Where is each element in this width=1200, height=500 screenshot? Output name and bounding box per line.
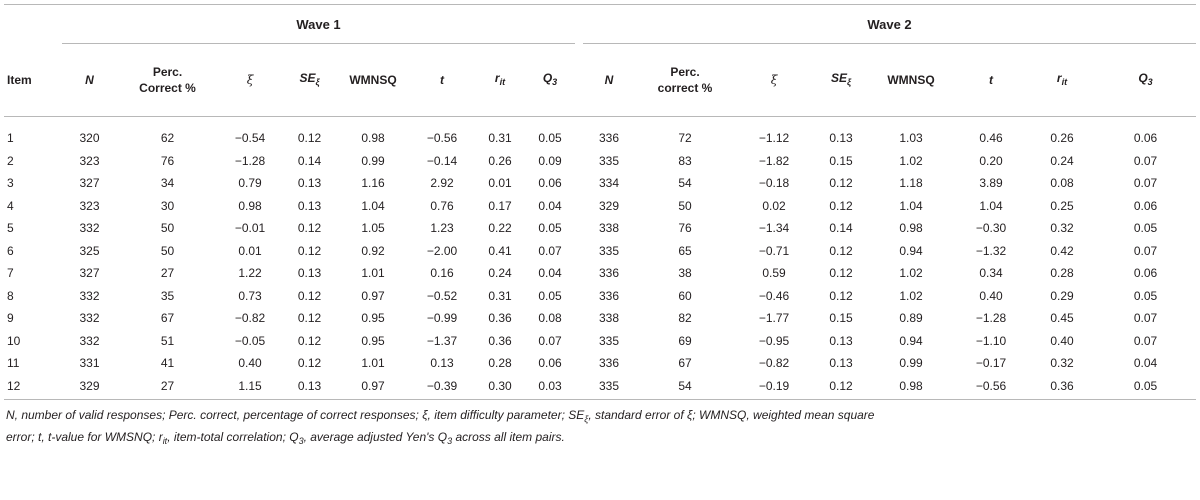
cell-w1-wmnsq: 1.04 (361, 198, 385, 213)
cell-w2-se: 0.13 (829, 333, 853, 348)
cell-w2-t: −1.28 (975, 311, 1007, 326)
cell-w2-xi: −0.46 (758, 288, 790, 303)
cell-w1-xi: −0.01 (234, 221, 266, 236)
cell-w1-t: 1.23 (430, 221, 454, 236)
col-w1-wmnsq: WMNSQ (337, 44, 409, 117)
col-w2-q3: $Q_3$ (1095, 44, 1196, 117)
cell-w1-wmnsq: 0.97 (337, 375, 409, 400)
table-row (4, 262, 1196, 285)
cell-w1-n: 332 (79, 333, 100, 348)
wave-header-row (4, 5, 1196, 44)
cell-w2-n: 335 (598, 243, 620, 258)
wave2-header: Wave 2 (583, 5, 1196, 44)
cell-w2-t: 0.20 (979, 153, 1003, 168)
cell-w1-perc: 50 (160, 243, 175, 258)
cell-w1-se: 0.13 (297, 176, 322, 191)
cell-w2-se: 0.12 (829, 243, 853, 258)
cell-w1-wmnsq: 1.05 (361, 221, 385, 236)
col-w1-q3: $Q_3$ (525, 44, 575, 117)
cell-w1-rit: 0.31 (488, 288, 512, 303)
cell-w1-t: −0.56 (426, 131, 458, 146)
cell-w2-se: 0.12 (829, 176, 853, 191)
wave-gap-cell (575, 172, 583, 195)
cell-w2-n: 336 (598, 356, 620, 371)
cell-w2-rit: 0.08 (1050, 176, 1074, 191)
cell-w1-perc: 41 (160, 356, 175, 371)
cell-w2-q3: 0.06 (1133, 266, 1158, 281)
cell-w1-perc: 30 (160, 198, 175, 213)
cell-w2-se: 0.15 (829, 311, 853, 326)
cell-w1-wmnsq: 1.01 (361, 356, 385, 371)
column-header-row (4, 44, 1196, 117)
cell-w1-xi: 0.79 (238, 176, 262, 191)
cell-w2-se: 0.12 (813, 375, 869, 400)
cell-item: 11 (7, 356, 20, 371)
cell-w2-n: 335 (598, 333, 620, 348)
cell-w2-t: −0.56 (953, 375, 1029, 400)
cell-w1-se: 0.12 (297, 131, 322, 146)
cell-item: 9 (7, 311, 14, 326)
cell-w2-q3: 0.05 (1133, 288, 1158, 303)
cell-w1-t: 2.92 (430, 176, 454, 191)
cell-w1-rit: 0.17 (488, 198, 512, 213)
cell-w2-n: 338 (598, 221, 620, 236)
cell-w2-xi: −0.19 (735, 375, 813, 400)
cell-w2-q3: 0.07 (1133, 333, 1158, 348)
cell-w1-wmnsq: 0.98 (361, 131, 385, 146)
cell-w2-t: 0.34 (979, 266, 1003, 281)
cell-w1-perc: 51 (160, 333, 175, 348)
cell-w1-perc: 76 (160, 153, 175, 168)
cell-w2-q3: 0.07 (1133, 176, 1158, 191)
cell-w1-q3: 0.08 (538, 311, 562, 326)
cell-w2-se: 0.13 (829, 356, 853, 371)
cell-w1-perc: 27 (117, 375, 218, 400)
cell-w1-xi: 1.15 (218, 375, 282, 400)
cell-w2-wmnsq: 0.89 (899, 311, 923, 326)
cell-w1-n: 327 (79, 266, 100, 281)
table-row (4, 285, 1196, 308)
cell-w2-t: −1.10 (975, 333, 1007, 348)
cell-w2-t: −0.30 (975, 221, 1007, 236)
col-w1-perc: Perc. Correct % (117, 44, 218, 117)
cell-w1-rit: 0.36 (488, 311, 512, 326)
cell-w2-rit: 0.29 (1050, 288, 1074, 303)
cell-w1-n: 329 (62, 375, 117, 400)
col-w2-n: N (583, 44, 635, 117)
cell-w1-se: 0.14 (297, 153, 322, 168)
table-body (4, 117, 1196, 400)
cell-w2-q3: 0.07 (1133, 153, 1158, 168)
table-row (4, 117, 1196, 150)
wave-gap-cell (575, 307, 583, 330)
cell-w1-wmnsq: 0.97 (361, 288, 385, 303)
cell-w1-perc: 35 (160, 288, 175, 303)
cell-w2-t: −1.32 (975, 243, 1007, 258)
cell-w1-t: 0.76 (430, 198, 454, 213)
cell-w2-xi: −1.77 (758, 311, 790, 326)
cell-w2-q3: 0.06 (1133, 198, 1158, 213)
cell-w2-se: 0.12 (829, 266, 853, 281)
cell-w2-rit: 0.24 (1050, 153, 1074, 168)
cell-item: 12 (4, 375, 62, 400)
cell-w2-xi: −0.18 (758, 176, 790, 191)
cell-w1-t: −0.39 (409, 375, 475, 400)
cell-w1-perc: 34 (160, 176, 175, 191)
cell-w1-rit: 0.30 (475, 375, 525, 400)
cell-w1-rit: 0.24 (488, 266, 512, 281)
cell-w1-n: 331 (79, 356, 100, 371)
wave1-header: Wave 1 (62, 5, 575, 44)
cell-w2-q3: 0.06 (1133, 131, 1158, 146)
cell-w1-q3: 0.06 (538, 356, 562, 371)
cell-w2-n: 329 (598, 198, 620, 213)
table-row (4, 195, 1196, 218)
cell-w2-xi: −0.82 (758, 356, 790, 371)
cell-w1-q3: 0.04 (538, 266, 562, 281)
cell-w2-rit: 0.32 (1050, 221, 1074, 236)
cell-w2-rit: 0.32 (1050, 356, 1074, 371)
item-statistics-table (4, 4, 1196, 400)
cell-w2-perc: 69 (678, 333, 692, 348)
cell-w2-perc: 54 (635, 375, 735, 400)
cell-w1-q3: 0.05 (538, 131, 562, 146)
cell-w2-xi: −0.95 (758, 333, 790, 348)
cell-w2-rit: 0.40 (1050, 333, 1074, 348)
wave-gap-cell (575, 352, 583, 375)
table-row (4, 307, 1196, 330)
cell-w1-rit: 0.41 (488, 243, 512, 258)
col-w2-xi: ξ (735, 44, 813, 117)
cell-w1-xi: 1.22 (238, 266, 262, 281)
cell-w2-perc: 50 (678, 198, 692, 213)
cell-w1-n: 332 (79, 221, 100, 236)
cell-w2-t: 0.40 (979, 288, 1003, 303)
cell-w1-wmnsq: 0.95 (361, 333, 385, 348)
cell-w1-q3: 0.04 (538, 198, 562, 213)
col-w1-se: $SE_\xi$ (282, 44, 337, 117)
cell-w1-q3: 0.03 (525, 375, 575, 400)
cell-w2-wmnsq: 1.02 (899, 288, 923, 303)
cell-w1-n: 332 (79, 311, 100, 326)
col-w2-perc: Perc. correct % (635, 44, 735, 117)
cell-w1-rit: 0.28 (488, 356, 512, 371)
cell-w1-wmnsq: 1.16 (361, 176, 385, 191)
col-w1-n: N (62, 44, 117, 117)
cell-w2-wmnsq: 1.02 (899, 153, 923, 168)
wave-gap-cell (575, 240, 583, 263)
table-footnote: N, number of valid responses; Perc. correct, percentage of correct responses; ξ, item difficulty parameter; $SE_\xi$, standard error of ξ; WMNSQ, weighted mean square error; t, t-value for WMSNQ; $r_{it}$, item-total correlation; $Q_3$, average adjusted Yen's $Q_3$ across all item pairs. (6, 408, 875, 446)
cell-item: 2 (7, 153, 14, 168)
cell-w1-q3: 0.06 (538, 176, 562, 191)
cell-w1-rit: 0.26 (488, 153, 512, 168)
cell-w2-wmnsq: 1.18 (899, 176, 923, 191)
cell-w2-q3: 0.05 (1095, 375, 1196, 400)
table-row (4, 352, 1196, 375)
cell-w1-t: −0.14 (426, 153, 458, 168)
cell-w2-wmnsq: 0.99 (899, 356, 923, 371)
cell-w1-q3: 0.05 (538, 288, 562, 303)
cell-w2-se: 0.13 (829, 131, 853, 146)
cell-w2-xi: −1.12 (758, 131, 790, 146)
cell-w2-wmnsq: 0.94 (899, 243, 923, 258)
cell-w2-q3: 0.07 (1133, 243, 1158, 258)
cell-w1-t: −1.37 (426, 333, 458, 348)
cell-w1-se: 0.13 (297, 198, 322, 213)
cell-w1-t: −0.52 (426, 288, 458, 303)
wave-gap-cell (575, 217, 583, 240)
cell-w1-q3: 0.05 (538, 221, 562, 236)
cell-item: 3 (7, 176, 14, 191)
col-w2-se: $SE_\xi$ (813, 44, 869, 117)
cell-w2-rit: 0.42 (1050, 243, 1074, 258)
cell-w2-rit: 0.36 (1029, 375, 1095, 400)
cell-w1-wmnsq: 0.92 (361, 243, 385, 258)
cell-w1-t: −2.00 (426, 243, 458, 258)
cell-w2-perc: 82 (678, 311, 692, 326)
cell-w2-se: 0.14 (829, 221, 853, 236)
cell-w1-se: 0.12 (297, 243, 322, 258)
wave-gap-cell (575, 117, 583, 150)
cell-w1-perc: 62 (160, 131, 175, 146)
cell-w1-se: 0.12 (297, 221, 322, 236)
cell-w1-xi: −0.05 (234, 333, 266, 348)
cell-w1-n: 332 (79, 288, 100, 303)
wave-gap-cell (575, 375, 583, 400)
col-item: Item (4, 44, 62, 117)
cell-w1-xi: 0.01 (238, 243, 262, 258)
cell-w2-perc: 60 (678, 288, 692, 303)
cell-w1-se: 0.13 (297, 266, 322, 281)
cell-w2-perc: 72 (678, 131, 692, 146)
cell-w2-rit: 0.45 (1050, 311, 1074, 326)
cell-w2-xi: −0.71 (758, 243, 790, 258)
cell-w2-q3: 0.05 (1133, 221, 1158, 236)
cell-w1-wmnsq: 1.01 (361, 266, 385, 281)
cell-w2-n: 334 (598, 176, 620, 191)
cell-w2-perc: 65 (678, 243, 692, 258)
cell-w2-se: 0.15 (829, 153, 853, 168)
cell-w2-perc: 83 (678, 153, 692, 168)
col-w2-wmnsq: WMNSQ (869, 44, 953, 117)
cell-w1-n: 320 (79, 131, 100, 146)
cell-w1-n: 327 (79, 176, 100, 191)
cell-w2-xi: 0.59 (762, 266, 786, 281)
cell-w2-n: 336 (598, 266, 620, 281)
cell-w2-rit: 0.28 (1050, 266, 1074, 281)
cell-w2-xi: −1.82 (758, 153, 790, 168)
cell-w2-n: 336 (598, 288, 620, 303)
cell-w2-xi: 0.02 (762, 198, 786, 213)
table-row (4, 172, 1196, 195)
col-w1-xi: ξ (218, 44, 282, 117)
cell-w2-t: 0.46 (979, 131, 1003, 146)
cell-w2-t: 3.89 (979, 176, 1003, 191)
cell-w1-t: −0.99 (426, 311, 458, 326)
cell-w1-n: 323 (79, 153, 100, 168)
cell-item: 1 (7, 131, 14, 146)
cell-w1-q3: 0.09 (538, 153, 562, 168)
cell-w2-wmnsq: 0.94 (899, 333, 923, 348)
cell-w2-n: 338 (598, 311, 620, 326)
cell-w1-wmnsq: 0.99 (361, 153, 385, 168)
table-row (4, 217, 1196, 240)
cell-w2-wmnsq: 1.03 (899, 131, 923, 146)
cell-w2-n: 335 (583, 375, 635, 400)
cell-w2-q3: 0.04 (1133, 356, 1158, 371)
wave-gap-cell (575, 195, 583, 218)
cell-w2-wmnsq: 1.02 (899, 266, 923, 281)
wave-gap-cell (575, 285, 583, 308)
cell-w1-xi: −1.28 (234, 153, 266, 168)
cell-w1-xi: 0.73 (238, 288, 262, 303)
cell-w1-se: 0.13 (282, 375, 337, 400)
cell-item: 10 (7, 333, 21, 348)
col-w1-t: t (409, 44, 475, 117)
cell-w2-xi: −1.34 (758, 221, 790, 236)
cell-w1-rit: 0.22 (488, 221, 512, 236)
cell-w2-perc: 38 (678, 266, 692, 281)
cell-w1-t: 0.16 (430, 266, 454, 281)
cell-w1-xi: 0.40 (238, 356, 262, 371)
cell-w2-wmnsq: 1.04 (899, 198, 923, 213)
table-figure (4, 4, 1196, 450)
cell-w2-perc: 67 (678, 356, 692, 371)
wave-gap-cell (575, 262, 583, 285)
cell-w2-q3: 0.07 (1133, 311, 1158, 326)
cell-w2-wmnsq: 0.98 (869, 375, 953, 400)
table-row (4, 330, 1196, 353)
cell-w1-xi: 0.98 (238, 198, 262, 213)
cell-w1-perc: 50 (160, 221, 175, 236)
cell-w1-rit: 0.36 (488, 333, 512, 348)
cell-w1-se: 0.12 (297, 311, 322, 326)
cell-w1-perc: 27 (160, 266, 175, 281)
cell-w2-perc: 76 (678, 221, 692, 236)
cell-w2-wmnsq: 0.98 (899, 221, 923, 236)
cell-w2-n: 336 (598, 131, 620, 146)
wave-gap-cell (575, 150, 583, 173)
cell-w2-rit: 0.26 (1050, 131, 1074, 146)
cell-w1-se: 0.12 (297, 356, 322, 371)
cell-w1-se: 0.12 (297, 333, 322, 348)
col-w2-rit: $r_{it}$ (1029, 44, 1095, 117)
table-row (4, 150, 1196, 173)
cell-w1-t: 0.13 (430, 356, 454, 371)
cell-w2-t: 1.04 (979, 198, 1003, 213)
cell-item: 8 (7, 288, 14, 303)
cell-w2-rit: 0.25 (1050, 198, 1074, 213)
cell-w2-perc: 54 (678, 176, 692, 191)
cell-w1-q3: 0.07 (538, 243, 562, 258)
cell-w1-xi: −0.54 (234, 131, 266, 146)
cell-w1-rit: 0.31 (488, 131, 512, 146)
cell-w1-perc: 67 (160, 311, 175, 326)
cell-w2-t: −0.17 (975, 356, 1007, 371)
cell-w1-wmnsq: 0.95 (361, 311, 385, 326)
cell-item: 6 (7, 243, 14, 258)
cell-item: 7 (7, 266, 14, 281)
cell-item: 4 (7, 198, 14, 213)
cell-w1-se: 0.12 (297, 288, 322, 303)
table-row (4, 240, 1196, 263)
cell-w1-rit: 0.01 (488, 176, 512, 191)
cell-w1-n: 325 (79, 243, 100, 258)
cell-w2-se: 0.12 (829, 198, 853, 213)
cell-w1-n: 323 (79, 198, 100, 213)
cell-w1-q3: 0.07 (538, 333, 562, 348)
cell-w1-xi: −0.82 (234, 311, 266, 326)
table-row (4, 375, 1196, 400)
cell-w2-n: 335 (598, 153, 620, 168)
wave-gap-cell (575, 330, 583, 353)
cell-item: 5 (7, 221, 14, 236)
cell-w2-se: 0.12 (829, 288, 853, 303)
col-w2-t: t (953, 44, 1029, 117)
col-w1-rit: $r_{it}$ (475, 44, 525, 117)
